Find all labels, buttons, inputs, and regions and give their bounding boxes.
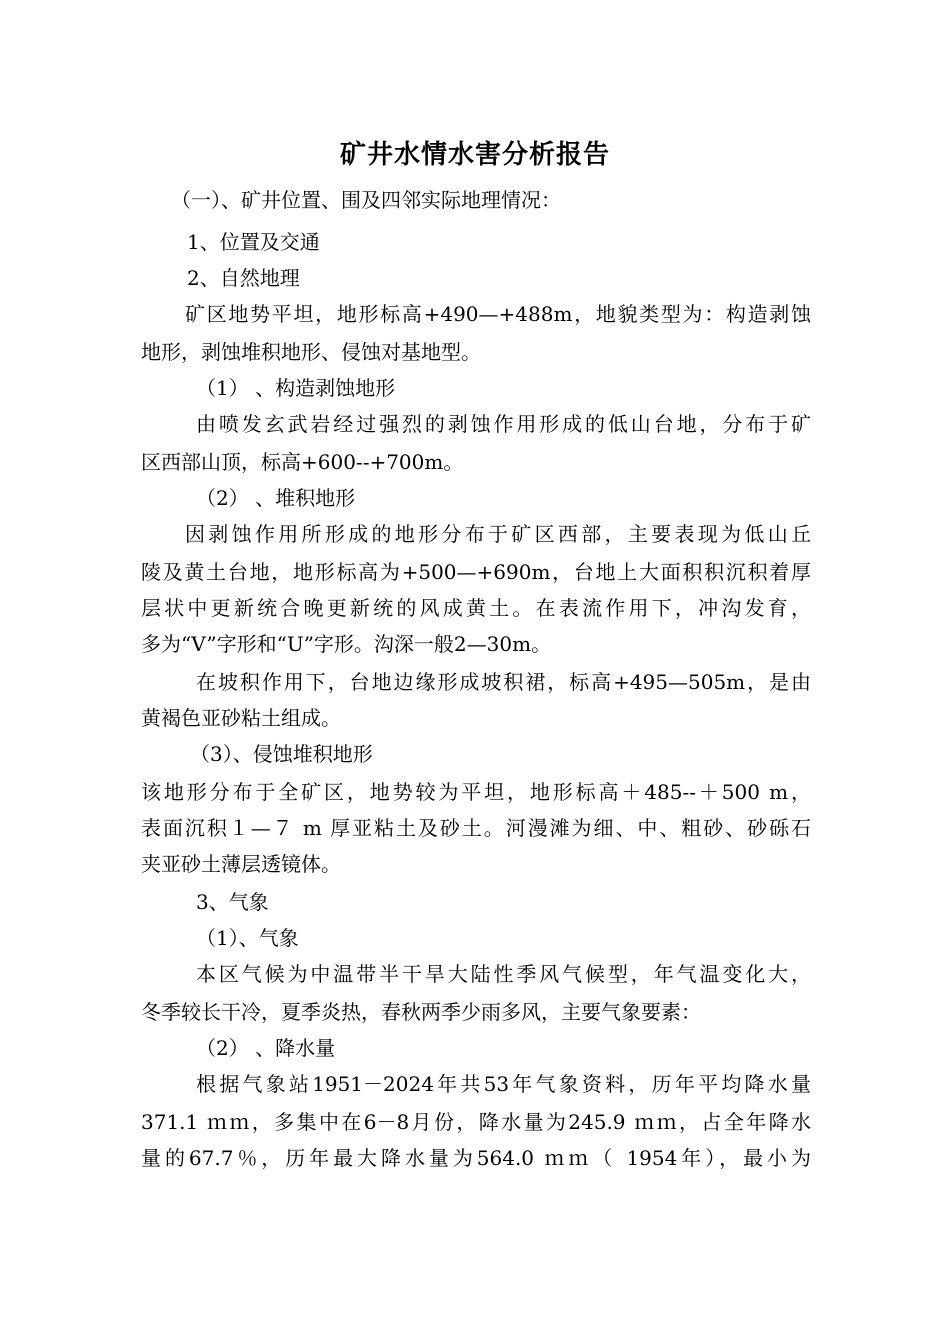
subsection-heading: 1、位置及交通 [187, 230, 320, 254]
paragraph-line: 根据气象站1951－2024年共53年气象资料，历年平均降水量 [196, 1072, 811, 1096]
subsection-heading: 3、气象 [196, 890, 269, 914]
paragraph-line: 矿区地势平坦，地形标高+490—+488m，地貌类型为：构造剥蚀 [185, 302, 811, 326]
subsection-heading: （1）、气象 [196, 926, 299, 950]
subsection-heading: 2、自然地理 [187, 266, 300, 290]
paragraph-line: 层状中更新统合晚更新统的风成黄土。在表流作用下，冲沟发育， [141, 596, 811, 620]
subsection-heading: （2） 、堆积地形 [196, 486, 356, 510]
paragraph-line: 表面沉积１—７ m 厚亚粘土及砂土。河漫滩为细、中、粗砂、砂砾石 [141, 816, 811, 840]
subsection-heading: （1） 、构造剥蚀地形 [196, 376, 396, 400]
page-title: 矿井水情水害分析报告 [339, 140, 610, 170]
paragraph-line: 由喷发玄武岩经过强烈的剥蚀作用形成的低山台地，分布于矿 [196, 412, 811, 436]
paragraph-line: 冬季较长干冷，夏季炎热，春秋两季少雨多风，主要气象要素： [141, 1000, 701, 1024]
paragraph-line: 区西部山顶，标高+600--+700m。 [141, 450, 464, 474]
paragraph-line: 陵及黄土台地，地形标高为+500—+690m，台地上大面积积沉积着厚 [141, 560, 811, 584]
paragraph-line: 黄褐色亚砂粘土组成。 [141, 706, 341, 730]
subsection-heading: （3）、侵蚀堆积地形 [190, 742, 373, 766]
paragraph-line: 本区气候为中温带半干旱大陆性季风气候型，年气温变化大， [196, 962, 811, 986]
paragraph-line: 在坡积作用下，台地边缘形成坡积裙，标高+495—505m，是由 [196, 670, 811, 694]
paragraph-line: 量的67.7％，历年最大降水量为564.0 ｍｍ（ 1954年），最小为 [141, 1146, 811, 1170]
paragraph-line: 地形，剥蚀堆积地形、侵蚀对基地型。 [141, 340, 481, 364]
paragraph-line: 夹亚砂土薄层透镜体。 [141, 852, 341, 876]
paragraph-line: 371.1 ｍｍ，多集中在6－8月份，降水量为245.9 ｍｍ，占全年降水 [141, 1110, 811, 1134]
subsection-heading: （2） 、降水量 [196, 1036, 336, 1060]
paragraph-line: 多为“V”字形和“U”字形。沟深一般2—30m。 [141, 632, 552, 656]
paragraph-line: 因剥蚀作用所形成的地形分布于矿区西部，主要表现为低山丘 [185, 522, 811, 546]
section-heading: （一）、矿井位置、围及四邻实际地理情况： [171, 188, 561, 212]
paragraph-line: 该地形分布于全矿区，地势较为平坦，地形标高＋485--＋500 m， [141, 780, 811, 804]
